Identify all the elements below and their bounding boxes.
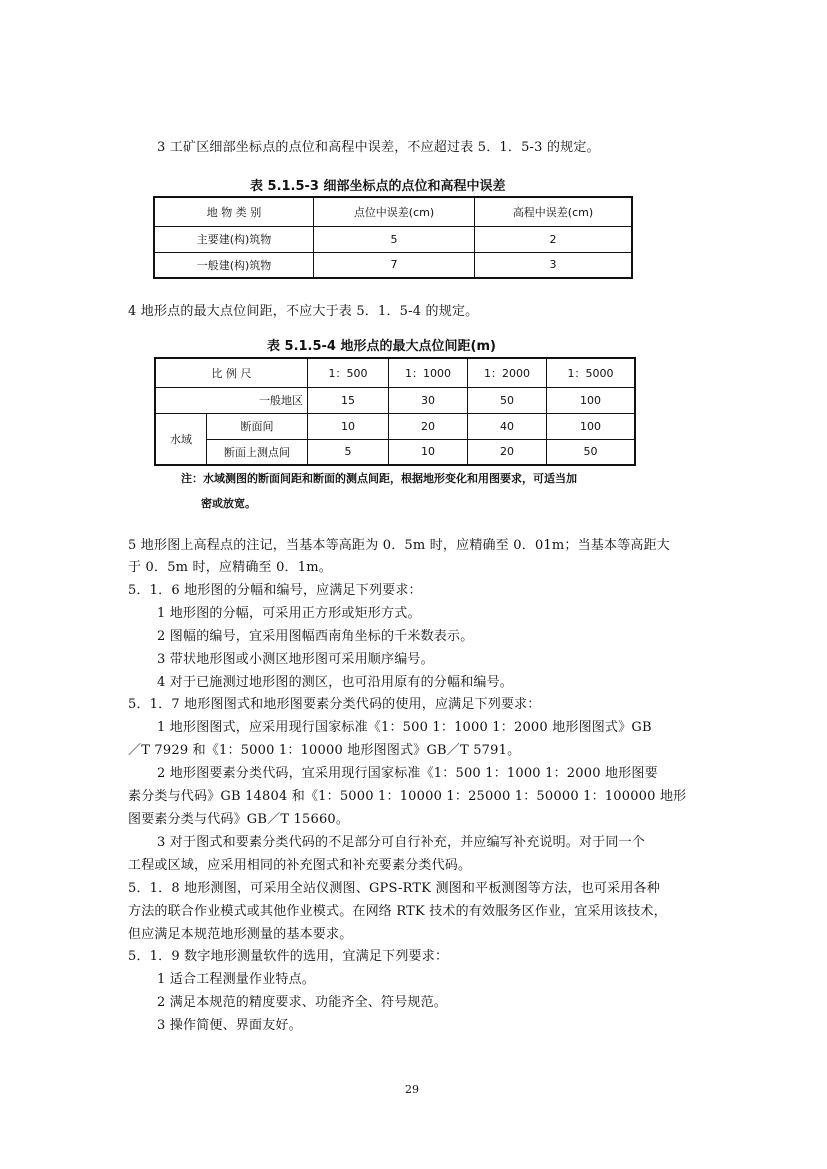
table-row xyxy=(154,252,632,278)
item-5-line-1: 5 地形图上高程点的注记，当基本等高距为 0．5m 时，应精确至 0．01m；当基本等高距大 xyxy=(128,538,671,553)
table-cell: 主要建(构)筑物 xyxy=(154,226,314,252)
table-cell: 50 xyxy=(468,387,547,413)
table-1-header-cell: 地 物 类 别 xyxy=(154,197,314,226)
section-5-1-8-line-3: 但应满足本规范地形测量的基本要求。 xyxy=(128,927,353,942)
table-cell: 一般建(构)筑物 xyxy=(154,252,314,278)
section-5-1-7-item-1-line-1: 1 地形图图式，应采用现行国家标准《1：500 1：1000 1：2000 地形图图式》GB xyxy=(157,720,652,735)
table-row xyxy=(155,387,635,413)
table-1-header-cell: 高程中误差(cm) xyxy=(475,197,633,226)
table-2-caption: 表 5.1.5-4 地形点的最大点位间距(m) xyxy=(267,339,496,354)
table-cell: 30 xyxy=(389,387,468,413)
page-number: 29 xyxy=(405,1083,419,1096)
table-cell: 7 xyxy=(314,252,475,278)
table-cell: 5 xyxy=(308,439,389,465)
section-5-1-8-line-2: 方法的联合作业模式或其他作业模式。在网络 RTK 技术的有效服务区作业，宜采用该技术， xyxy=(128,904,667,919)
section-5-1-8-line-1: 5．1．8 地形测图，可采用全站仪测图、GPS-RTK 测图和平板测图等方法，也可采用各种 xyxy=(128,881,660,896)
table-1 xyxy=(153,196,633,279)
table-2-header-cell: 1：5000 xyxy=(547,358,636,387)
table-cell: 15 xyxy=(308,387,389,413)
table-1-header-cell: 点位中误差(cm) xyxy=(314,197,475,226)
table-2 xyxy=(154,357,636,466)
table-1-caption: 表 5.1.5-3 细部坐标点的点位和高程中误差 xyxy=(250,179,506,194)
table-row xyxy=(154,226,632,252)
table-row xyxy=(155,413,635,439)
table-2-note-line-1: 注：水域测图的断面间距和断面的测点间距，根据地形变化和用图要求，可适当加 xyxy=(181,472,577,485)
item-5-line-2: 于 0．5m 时，应精确至 0．1m。 xyxy=(128,560,332,575)
table-cell: 100 xyxy=(547,387,636,413)
table-cell: 3 xyxy=(475,252,633,278)
table-cell: 10 xyxy=(389,439,468,465)
section-5-1-7-item-2-line-3: 图要素分类与代码》GB／T 15660。 xyxy=(128,812,350,827)
general-area-label: 一般地区 xyxy=(155,387,308,413)
section-spacing-label: 断面间 xyxy=(207,413,308,439)
list-item: 1 适合工程测量作业特点。 xyxy=(157,972,316,987)
table-2-header-cell: 1：1000 xyxy=(389,358,468,387)
table-cell: 20 xyxy=(468,439,547,465)
table-2-header-cell: 1：2000 xyxy=(468,358,547,387)
item-4-text: 4 地形点的最大点位间距，不应大于表 5．1．5-4 的规定。 xyxy=(128,304,479,319)
table-row xyxy=(155,439,635,465)
section-5-1-7-heading: 5．1．7 地形图图式和地形图要素分类代码的使用，应满足下列要求： xyxy=(128,697,541,712)
table-2-header-cell: 1：500 xyxy=(308,358,389,387)
table-cell: 40 xyxy=(468,413,547,439)
item-3-text: 3 工矿区细部坐标点的点位和高程中误差，不应超过表 5．1．5-3 的规定。 xyxy=(157,140,600,155)
table-cell: 20 xyxy=(389,413,468,439)
table-cell: 50 xyxy=(547,439,636,465)
table-1-header-row xyxy=(154,197,632,226)
section-5-1-6-heading: 5．1．6 地形图的分幅和编号，应满足下列要求： xyxy=(128,583,422,598)
section-5-1-7-item-3-line-1: 3 对于图式和要素分类代码的不足部分可自行补充，并应编写补充说明。对于同一个 xyxy=(157,835,646,850)
list-item: 2 图幅的编号，宜采用图幅西南角坐标的千米数表示。 xyxy=(157,629,474,644)
scale-label: 比 例 尺 xyxy=(155,358,308,387)
table-cell: 5 xyxy=(314,226,475,252)
section-5-1-7-item-1-line-2: ／T 7929 和《1：5000 1：10000 地形图图式》GB／T 5791。 xyxy=(128,743,521,758)
list-item: 2 满足本规范的精度要求、功能齐全、符号规范。 xyxy=(157,995,448,1010)
table-cell: 2 xyxy=(475,226,633,252)
table-cell: 100 xyxy=(547,413,636,439)
list-item: 3 带状地形图或小测区地形图可采用顺序编号。 xyxy=(157,652,434,667)
section-5-1-7-item-2-line-2: 素分类与代码》GB 14804 和《1：5000 1：10000 1：25000 1：50000 1：100000 地形 xyxy=(128,789,687,804)
section-5-1-7-item-2-line-1: 2 地形图要素分类代码，宜采用现行国家标准《1：500 1：1000 1：2000 地形图要 xyxy=(157,766,658,781)
list-item: 3 操作简便、界面友好。 xyxy=(157,1018,302,1033)
list-item: 1 地形图的分幅，可采用正方形或矩形方式。 xyxy=(157,606,421,621)
table-2-header-row xyxy=(155,358,635,387)
point-spacing-label: 断面上测点间 xyxy=(207,439,308,465)
section-5-1-7-item-3-line-2: 工程或区域，应采用相同的补充图式和补充要素分类代码。 xyxy=(128,858,472,873)
water-area-label: 水域 xyxy=(155,413,207,465)
table-2-note-line-2: 密或放宽。 xyxy=(201,497,256,510)
table-cell: 10 xyxy=(308,413,389,439)
list-item: 4 对于已施测过地形图的测区，也可沿用原有的分幅和编号。 xyxy=(157,675,514,690)
section-5-1-9-heading: 5．1．9 数字地形测量软件的选用，宜满足下列要求： xyxy=(128,949,449,964)
